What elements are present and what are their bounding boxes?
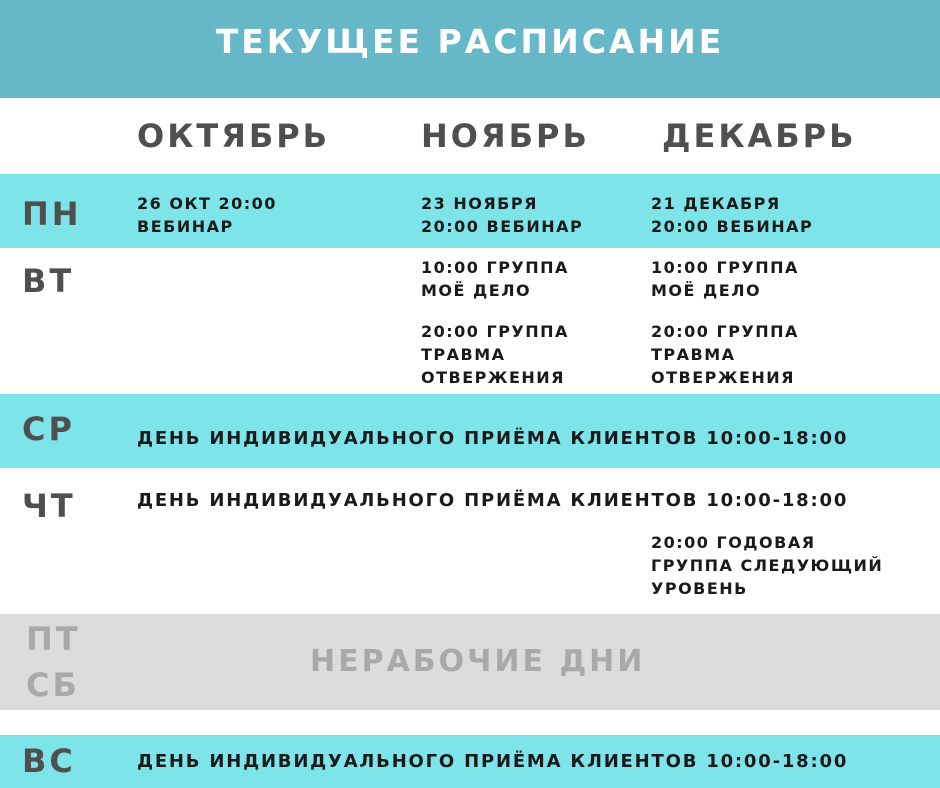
monday-december-line: 21 ДЕКАБРЯ — [651, 194, 781, 213]
day-wednesday: СР — [22, 410, 75, 448]
monday-october-line: 26 ОКТ 20:00 — [137, 194, 277, 213]
day-saturday: СБ — [26, 666, 80, 704]
tuesday-december-group1-line: 10:00 ГРУППА — [651, 258, 799, 277]
thursday-december-group-line: 20:00 ГОДОВАЯ — [651, 533, 816, 552]
tuesday-november-group1-line: МОЁ ДЕЛО — [421, 281, 532, 300]
header-banner — [0, 0, 940, 98]
tuesday-december-group1 — [651, 256, 799, 302]
tuesday-november-group1-line: 10:00 ГРУППА — [421, 258, 569, 277]
tuesday-december-group2-line: ТРАВМА — [651, 345, 736, 364]
day-monday: ПН — [22, 195, 82, 233]
month-december: ДЕКАБРЬ — [662, 117, 857, 155]
page-title: ТЕКУЩЕЕ РАСПИСАНИЕ — [215, 22, 725, 61]
monday-december-cell — [651, 192, 813, 238]
monday-november-line: 23 НОЯБРЯ — [421, 194, 538, 213]
thursday-text: ДЕНЬ ИНДИВИДУАЛЬНОГО ПРИЁМА КЛИЕНТОВ 10:00-18:00 — [137, 490, 849, 511]
tuesday-november-group2 — [421, 320, 569, 389]
tuesday-december-group2-line: 20:00 ГРУППА — [651, 322, 799, 341]
wednesday-text: ДЕНЬ ИНДИВИДУАЛЬНОГО ПРИЁМА КЛИЕНТОВ 10:00-18:00 — [137, 428, 849, 449]
month-november: НОЯБРЬ — [421, 117, 590, 155]
monday-october-cell — [137, 192, 277, 238]
tuesday-november-group2-line: ТРАВМА — [421, 345, 506, 364]
day-friday: ПТ — [26, 620, 81, 658]
nonworking-label: НЕРАБОЧИЕ ДНИ — [310, 644, 646, 679]
tuesday-november-group2-line: 20:00 ГРУППА — [421, 322, 569, 341]
day-tuesday: ВТ — [22, 262, 75, 300]
tuesday-december-group1-line: МОЁ ДЕЛО — [651, 281, 762, 300]
thursday-december-group — [651, 531, 883, 600]
monday-november-cell — [421, 192, 583, 238]
thursday-december-group-line: ГРУППА СЛЕДУЮЩИЙ — [651, 556, 884, 575]
day-sunday: ВС — [22, 742, 76, 780]
thursday-december-group-line: УРОВЕНЬ — [651, 579, 748, 598]
sunday-text: ДЕНЬ ИНДИВИДУАЛЬНОГО ПРИЁМА КЛИЕНТОВ 10:00-18:00 — [137, 751, 849, 772]
tuesday-december-group2 — [651, 320, 799, 389]
tuesday-december-group2-line: ОТВЕРЖЕНИЯ — [651, 368, 795, 387]
monday-november-line: 20:00 ВЕБИНАР — [421, 217, 584, 236]
monday-december-line: 20:00 ВЕБИНАР — [651, 217, 814, 236]
tuesday-november-group2-line: ОТВЕРЖЕНИЯ — [421, 368, 565, 387]
day-thursday: ЧТ — [22, 487, 76, 525]
tuesday-november-group1 — [421, 256, 569, 302]
month-october: ОКТЯБРЬ — [137, 117, 331, 155]
monday-october-line: ВЕБИНАР — [137, 217, 234, 236]
